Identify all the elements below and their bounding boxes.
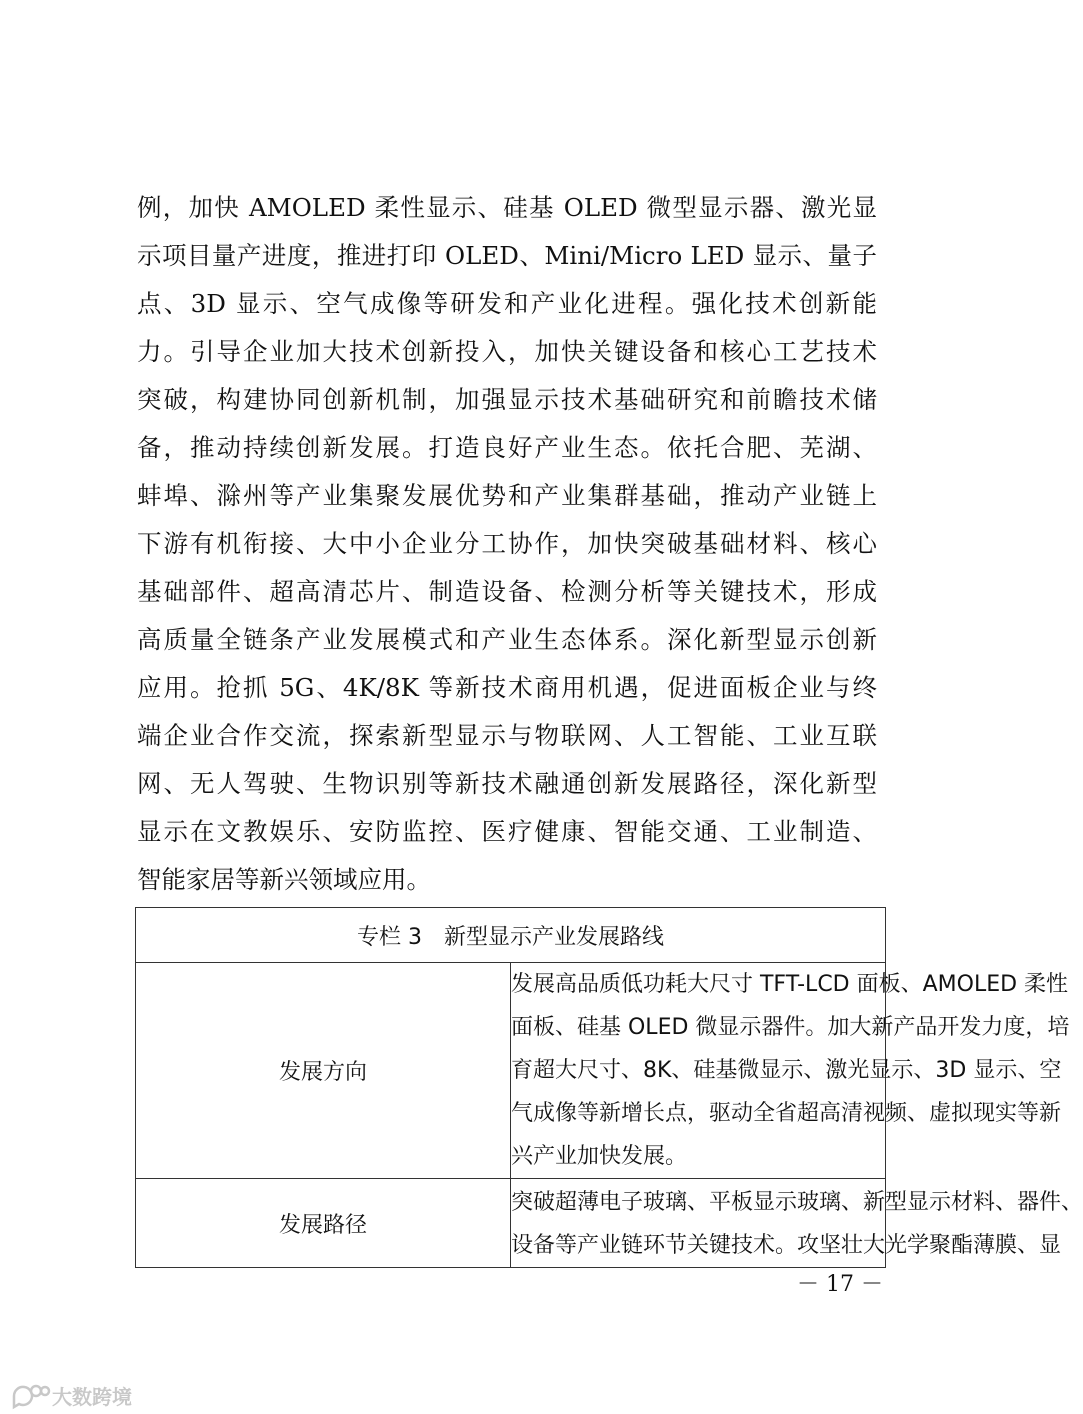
content-line: 发展高品质低功耗大尺寸 TFT-LCD 面板、AMOLED 柔性 bbox=[511, 972, 1069, 997]
paragraph-line: 应用。抢抓 5G、4K/8K 等新技术商用机遇，促进面板企业与终 bbox=[137, 673, 877, 702]
content-line: 兴产业加快发展。 bbox=[511, 1144, 688, 1169]
paragraph-line: 备，推动持续创新发展。打造良好产业生态。依托合肥、芜湖、 bbox=[137, 433, 877, 462]
box-title: 专栏 3 新型显示产业发展路线 bbox=[136, 908, 886, 963]
content-line: 设备等产业链环节关键技术。攻坚壮大光学聚酯薄膜、显 bbox=[511, 1233, 1062, 1258]
paragraph-line: 基础部件、超高清芯片、制造设备、检测分析等关键技术，形成 bbox=[137, 577, 877, 606]
paragraph-line: 蚌埠、滁州等产业集聚发展优势和产业集群基础，推动产业链上 bbox=[137, 481, 877, 510]
row-content-path bbox=[511, 1179, 1083, 1268]
content-line: 突破超薄电子玻璃、平板显示玻璃、新型显示材料、器件、 bbox=[511, 1190, 1083, 1215]
chat-bubbles-logo-icon bbox=[10, 1382, 50, 1408]
row-content-direction bbox=[511, 963, 1070, 1179]
paragraph-line: 力。引导企业加大技术创新投入，加快关键设备和核心工艺技术 bbox=[137, 337, 877, 366]
row-label-path: 发展路径 bbox=[136, 1179, 511, 1268]
paragraph-line: 点、3D 显示、空气成像等研发和产业化进程。强化技术创新能 bbox=[137, 289, 877, 318]
page-number: － 17 － bbox=[797, 1272, 883, 1297]
paragraph-line: 高质量全链条产业发展模式和产业生态体系。深化新型显示创新 bbox=[137, 625, 877, 654]
column-box-table bbox=[135, 907, 1083, 1268]
paragraph-line: 突破，构建协同创新机制，加强显示技术基础研究和前瞻技术储 bbox=[137, 385, 877, 414]
table-row bbox=[136, 963, 886, 1179]
paragraph-line: 端企业合作交流，探索新型显示与物联网、人工智能、工业互联 bbox=[137, 721, 877, 750]
paragraph-line: 显示在文教娱乐、安防监控、医疗健康、智能交通、工业制造、 bbox=[137, 817, 877, 846]
watermark bbox=[10, 1380, 132, 1410]
content-line: 育超大尺寸、8K、硅基微显示、激光显示、3D 显示、空 bbox=[511, 1058, 1062, 1083]
box-title-row bbox=[136, 908, 886, 963]
body-paragraph bbox=[137, 184, 877, 904]
content-line: 面板、硅基 OLED 微显示器件。加大新产品开发力度，培 bbox=[511, 1015, 1070, 1040]
paragraph-line: 例，加快 AMOLED 柔性显示、硅基 OLED 微型显示器、激光显 bbox=[137, 193, 877, 222]
paragraph-line: 智能家居等新兴领域应用。 bbox=[137, 865, 431, 894]
content-line: 气成像等新增长点，驱动全省超高清视频、虚拟现实等新 bbox=[511, 1101, 1062, 1126]
paragraph-line: 下游有机衔接、大中小企业分工协作，加快突破基础材料、核心 bbox=[137, 529, 877, 558]
paragraph-line: 网、无人驾驶、生物识别等新技术融通创新发展路径，深化新型 bbox=[137, 769, 877, 798]
watermark-text: 大数跨境 bbox=[52, 1384, 132, 1409]
row-label-direction: 发展方向 bbox=[136, 963, 511, 1179]
table-row bbox=[136, 1179, 886, 1268]
paragraph-line: 示项目量产进度，推进打印 OLED、Mini/Micro LED 显示、量子 bbox=[137, 241, 877, 270]
